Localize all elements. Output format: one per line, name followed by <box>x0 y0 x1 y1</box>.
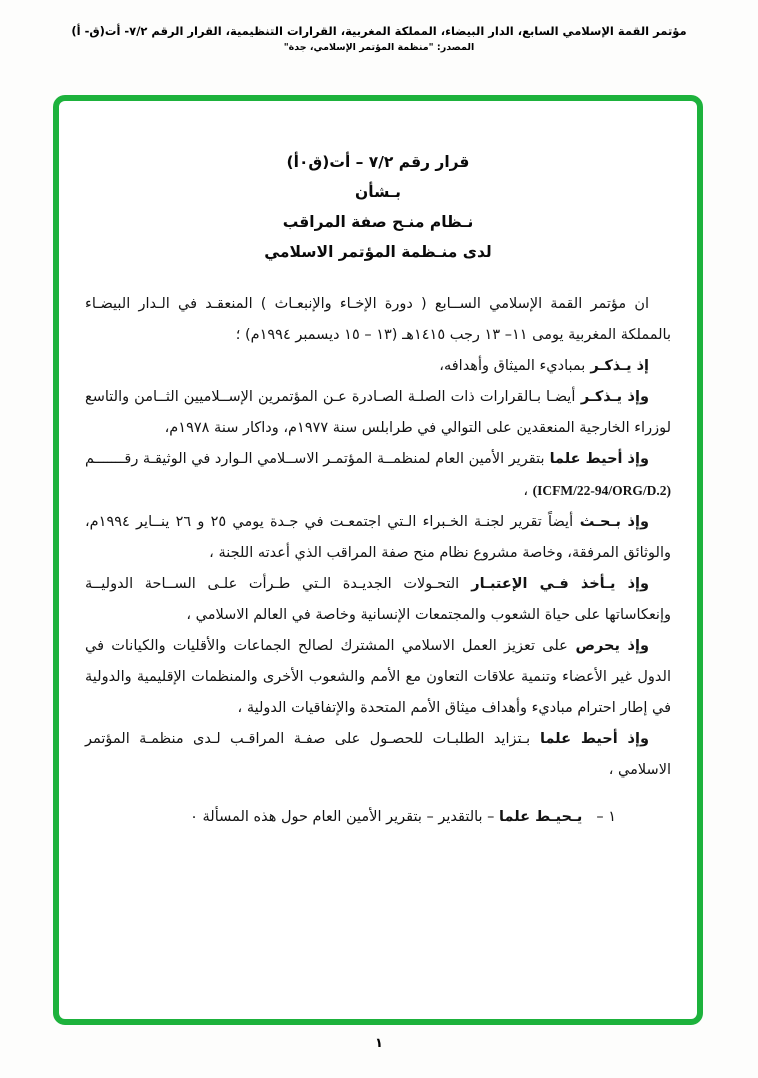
preamble-paragraph-4-run-3: (ICFM/22-94/ORG/D.2) <box>532 483 671 498</box>
source-header-line2: المصدر: "منظمة المؤتمر الإسلامي، جدة" <box>283 42 475 53</box>
preamble-paragraph-8-run-2: بـتزايد الطلبـات للحصـول على صفـة المراقـب لـدى منظمـة المؤتمر الاسلامي ، <box>85 731 671 778</box>
preamble-paragraph-4 <box>85 444 671 507</box>
resolution-item-1-run-2: – بالتقدير – بتقرير الأمين العام حول هذه المسألة ٠ <box>190 809 500 825</box>
resolution-item-1-run-1: يـحيـط علما <box>499 809 583 825</box>
preamble-paragraph-6-run-1: وإذ يـأخذ فـي الإعتبـار <box>459 576 649 592</box>
preamble-paragraph-1-run-1: ان مؤتمر القمة الإسلامي الســابع ( دورة الإخـاء والإنبعـاث ) المنعقـد في الـدار البيضـاء بالمملكة المغربية يومى ١١– ١٣ رجب ١٤١٥هـ (١٣ – ١٥ ديسمبر ١٩٩٤م) ؛ <box>85 296 671 343</box>
document-title <box>85 147 671 267</box>
preamble-paragraph-7-run-1: وإذ يحرص <box>567 638 649 654</box>
preamble-paragraph-5 <box>85 507 671 569</box>
source-header <box>0 24 758 53</box>
source-header-line1: مؤتمر القمة الإسلامي السابع، الدار البيضاء، المملكة المغربية، القرارات التنظيمية، القرار الرقم ٧/٢- أت(ق- أ) <box>71 24 687 38</box>
resolution-item-1 <box>85 802 671 833</box>
preamble-paragraph-4-run-1: وإذ أحيط علما <box>544 451 649 467</box>
document-border <box>53 95 703 1025</box>
page-number: ١ <box>375 1036 383 1051</box>
preamble-paragraph-3-run-1: وإذ يـذكـر <box>575 389 649 405</box>
title-resolution-number: قرار رقم ٧/٢ – أت(ق٠أ) <box>286 153 470 171</box>
preamble-paragraphs <box>85 289 671 786</box>
preamble-paragraph-2-run-1: إذ يـذكـر <box>585 358 649 374</box>
title-organization: لدى منـظمة المؤتمر الاسلامي <box>264 243 492 261</box>
preamble-paragraph-8-run-1: وإذ أحيط علما <box>530 731 649 747</box>
preamble-paragraph-5-run-1: وإذ بـحـث <box>573 514 649 530</box>
preamble-paragraph-6 <box>85 569 671 631</box>
preamble-paragraph-8 <box>85 724 671 786</box>
resolution-item-number-1: ١ – <box>596 809 616 825</box>
resolution-items <box>85 802 671 833</box>
preamble-paragraph-3 <box>85 382 671 444</box>
title-regarding: بـشأن <box>355 183 401 201</box>
title-subject: نـظام منـح صفة المراقب <box>282 213 474 231</box>
preamble-paragraph-3-run-2: أيضـا بـالقرارات ذات الصلـة الصـادرة عـن المؤتمرين الإســلاميين الثــامن والتاسع لوزراء الخارجية المنعقدين على التوالي في طرابلس سنة ١٩٧٧م، وداكار سنة ١٩٧٨م، <box>85 389 671 436</box>
preamble-paragraph-7 <box>85 631 671 724</box>
document-content <box>59 101 697 1019</box>
preamble-paragraph-1 <box>85 289 671 351</box>
preamble-paragraph-2-run-2: بمباديء الميثاق وأهدافه، <box>439 358 586 374</box>
preamble-paragraph-4-run-2: بتقرير الأمين العام لمنظمــة المؤتمـر الاســلامي الـوارد في الوثيقـة رقـــــــم <box>85 451 545 467</box>
document-body <box>85 289 671 833</box>
preamble-paragraph-4-run-4: ، <box>523 483 533 499</box>
preamble-paragraph-5-run-2: أيضاً تقرير لجنـة الخـبراء الـتي اجتمعـت في جـدة يومي ٢٥ و ٢٦ ينــاير ١٩٩٤م، والوثائق المرفقة، وخاصة مشروع نظام منح صفة المراقب الذي أعدته اللجنة ، <box>85 514 671 561</box>
preamble-paragraph-6-run-2: التحـولات الجديـدة الـتي طـرأت علـى الســاحة الدوليــة وإنعكاساتها على حياة الشعوب والمجتمعات الإنسانية وخاصة في العالم الاسلامي ، <box>85 576 671 623</box>
preamble-paragraph-7-run-2: على تعزيز العمل الاسلامي المشترك لصالح الجماعات والأقليات والكيانات في الدول غير الأعضاء وتنمية علاقات التعاون مع الأمم والشعوب الأخرى والمنظمات الإقليمية والدولية في إطار احترام مباديء وأهداف ميثاق الأمم المتحدة والإتفاقيات الدولية ، <box>85 638 671 716</box>
preamble-paragraph-2 <box>85 351 671 382</box>
